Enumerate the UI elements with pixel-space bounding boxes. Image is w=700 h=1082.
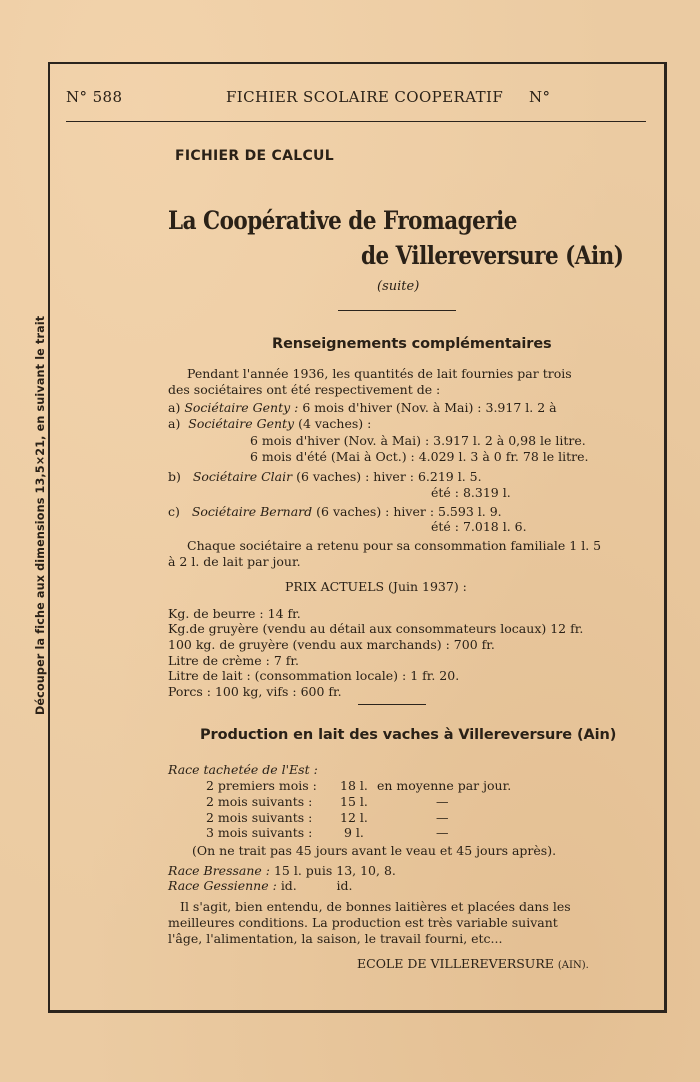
race-gessienne-line: Race Gessienne : id. id. — [168, 878, 353, 893]
page-title-line1: La Coopérative de Fromagerie — [168, 206, 517, 235]
price-item: Litre de lait : (consommation locale) : 1 fr. 20. — [168, 668, 460, 683]
race-tachetee-label: Race tachetée de l'Est : — [168, 762, 318, 777]
milking-note: (On ne trait pas 45 jours avant le veau et 45 jours après). — [192, 843, 557, 858]
production-row-note: en moyenne par jour. — [377, 778, 512, 793]
member-clair-line: b) Sociétaire Clair (6 vaches) : hiver : 6.219 l. 5. — [168, 469, 482, 484]
bernard-summer: été : 7.018 l. 6. — [431, 519, 527, 534]
section-heading-production: Production en lait des vaches à Villereversure (Ain) — [200, 727, 617, 743]
closing-paragraph-line: l'âge, l'alimentation, la saison, le travail fourni, etc... — [168, 931, 503, 946]
genty-summer: 6 mois d'été (Mai à Oct.) : 4.029 l. 3 à 0 fr. 78 le litre. — [250, 449, 589, 464]
prices-heading: PRIX ACTUELS (Juin 1937) : — [285, 579, 467, 594]
production-row-note: — — [436, 810, 449, 825]
production-row-note: — — [436, 794, 449, 809]
intro-line-1: Pendant l'année 1936, les quantités de lait fournies par trois — [187, 366, 572, 381]
consumption-line-2: à 2 l. de lait par jour. — [168, 554, 301, 569]
production-row-value: 9 l. — [344, 825, 364, 840]
production-row-label: 3 mois suivants : — [206, 825, 313, 840]
cutting-instruction: Découper la fiche aux dimensions 13,5×21, en suivant le trait — [34, 315, 47, 715]
member-genty-line: a) Sociétaire Genty : 6 mois d'hiver (Nov. à Mai) : 3.917 l. 2 à — [168, 400, 557, 415]
price-item: Porcs : 100 kg, vifs : 600 fr. — [168, 684, 342, 699]
production-row-value: 12 l. — [340, 810, 368, 825]
member-bernard-line: c) Sociétaire Bernard (6 vaches) : hiver : 5.593 l. 9. — [168, 504, 502, 519]
suite-label: (suite) — [377, 279, 420, 294]
price-item: 100 kg. de gruyère (vendu aux marchands) : 700 fr. — [168, 637, 495, 652]
price-item: Litre de crème : 7 fr. — [168, 653, 299, 668]
header-rule — [66, 121, 646, 122]
price-item: Kg.de gruyère (vendu au détail aux consommateurs locaux) 12 fr. — [168, 621, 584, 636]
consumption-line-1: Chaque sociétaire a retenu pour sa consommation familiale 1 l. 5 — [187, 538, 602, 553]
production-row-note: — — [436, 825, 449, 840]
member-genty-line-2: a) Sociétaire Genty (4 vaches) : — [168, 416, 372, 431]
page-title-line2: de Villereversure (Ain) — [361, 241, 624, 270]
genty-winter: 6 mois d'hiver (Nov. à Mai) : 3.917 l. 2 à 0,98 le litre. — [250, 433, 586, 448]
closing-paragraph-line: meilleures conditions. La production est très variable suivant — [168, 915, 558, 930]
production-row-label: 2 mois suivants : — [206, 794, 313, 809]
card-number: N° 588 — [66, 88, 123, 106]
title-separator — [338, 310, 456, 311]
intro-line-2: des sociétaires ont été respectivement de : — [168, 382, 441, 397]
production-row-label: 2 mois suivants : — [206, 810, 313, 825]
clair-summer: été : 8.319 l. — [431, 485, 511, 500]
closing-paragraph-line: Il s'agit, bien entendu, de bonnes laitières et placées dans les — [180, 899, 571, 914]
card-number-right: N° — [529, 88, 551, 106]
production-row-value: 18 l. — [340, 778, 368, 793]
price-item: Kg. de beurre : 14 fr. — [168, 606, 301, 621]
production-row-label: 2 premiers mois : — [206, 778, 317, 793]
production-row-value: 15 l. — [340, 794, 368, 809]
card-subtitle: FICHIER DE CALCUL — [175, 148, 334, 164]
race-bressane-line: Race Bressane : 15 l. puis 13, 10, 8. — [168, 863, 396, 878]
section-heading-info: Renseignements complémentaires — [272, 336, 552, 352]
school-signature: ECOLE DE VILLEREVERSURE (AIN). — [357, 956, 589, 971]
section-separator — [358, 704, 426, 705]
header-title: FICHIER SCOLAIRE COOPERATIF — [226, 88, 504, 106]
